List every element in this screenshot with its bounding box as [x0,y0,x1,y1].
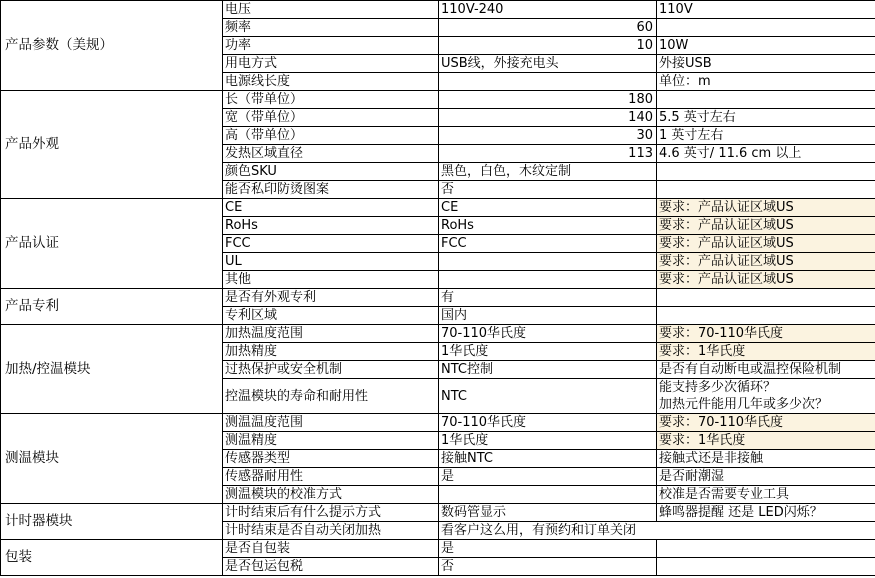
item-value: RoHs [439,217,657,235]
item-label: 宽（带单位） [223,109,439,127]
requirement-line: 能支持多少次循环？ [659,380,777,395]
item-requirement: 要求：70-110华氏度 [657,325,875,343]
item-requirement: 10W [657,37,875,55]
item-requirement [657,181,875,199]
item-value: 否 [439,558,657,576]
item-value: 黑色，白色，木纹定制 [439,163,657,181]
item-label: 计时结束后有什么提示方式 [223,504,439,522]
item-value: 110V-240 [439,1,657,19]
item-value: 70-110华氏度 [439,414,657,432]
section-category: 计时器模块 [1,504,223,540]
item-value: 是 [439,540,657,558]
item-label: 高（带单位） [223,127,439,145]
item-requirement: 要求：1华氏度 [657,343,875,361]
item-requirement [657,19,875,37]
item-value: 60 [439,19,657,37]
item-requirement: 要求：1华氏度 [657,432,875,450]
section-category: 产品外观 [1,91,223,199]
item-value [439,271,657,289]
item-value: NTC控制 [439,361,657,379]
section-category: 包装 [1,540,223,576]
table-row [1,414,875,432]
item-label: 加热温度范围 [223,325,439,343]
item-requirement: 校准是否需要专业工具 [657,486,875,504]
item-requirement [657,163,875,181]
item-requirement [657,289,875,307]
item-requirement: 要求：产品认证区域US [657,271,875,289]
item-label: 计时结束是否自动关闭加热 [223,522,439,540]
table-row [1,1,875,19]
item-requirement [657,540,875,558]
item-requirement: 要求：产品认证区域US [657,253,875,271]
item-label: 颜色SKU [223,163,439,181]
item-label: 是否有外观专利 [223,289,439,307]
requirement-line: 加热元件能用几年或多少次？ [659,397,829,412]
item-value: 180 [439,91,657,109]
item-value: USB线，外接充电头 [439,55,657,73]
item-label: RoHs [223,217,439,235]
item-label: 测温模块的校准方式 [223,486,439,504]
item-value: 数码管显示 [439,504,657,522]
item-requirement: 要求：产品认证区域US [657,235,875,253]
item-requirement: 4.6 英寸/ 11.6 cm 以上 [657,145,875,163]
section-category: 产品参数（美规） [1,1,223,91]
item-label: 功率 [223,37,439,55]
item-label: 长（带单位） [223,91,439,109]
item-label: 用电方式 [223,55,439,73]
item-label: 传感器类型 [223,450,439,468]
item-label: 传感器耐用性 [223,468,439,486]
item-value: 接触NTC [439,450,657,468]
item-requirement: 是否有自动断电或温控保险机制 [657,361,875,379]
item-requirement: 外接USB [657,55,875,73]
item-label: 发热区域直径 [223,145,439,163]
item-value: 30 [439,127,657,145]
item-label: 专利区域 [223,307,439,325]
item-value: 140 [439,109,657,127]
item-label: UL [223,253,439,271]
item-requirement: 要求：产品认证区域US [657,199,875,217]
table-row [1,199,875,217]
item-requirement: 是否耐潮湿 [657,468,875,486]
item-requirement: 单位：m [657,73,875,91]
item-value: NTC [439,379,657,414]
item-label: 电压 [223,1,439,19]
item-value [439,253,657,271]
item-requirement [657,307,875,325]
item-value [439,486,657,504]
item-requirement: 1 英寸左右 [657,127,875,145]
section-category: 产品认证 [1,199,223,289]
item-value: 1华氏度 [439,432,657,450]
item-value: 1华氏度 [439,343,657,361]
item-requirement: 接触式还是非接触 [657,450,875,468]
table-row [1,289,875,307]
table-row [1,91,875,109]
item-requirement: 110V [657,1,875,19]
item-label: 测温温度范围 [223,414,439,432]
item-value: 国内 [439,307,657,325]
item-value: FCC [439,235,657,253]
section-category: 产品专利 [1,289,223,325]
item-value: CE [439,199,657,217]
item-label: CE [223,199,439,217]
item-label: 其他 [223,271,439,289]
item-label: 加热精度 [223,343,439,361]
table-row [1,504,875,522]
item-label: 是否包运包税 [223,558,439,576]
item-value: 10 [439,37,657,55]
item-label: 能否私印防烫图案 [223,181,439,199]
item-label: 过热保护或安全机制 [223,361,439,379]
table-row [1,540,875,558]
section-category: 加热/控温模块 [1,325,223,414]
item-label: 测温精度 [223,432,439,450]
item-value [439,73,657,91]
item-requirement [657,91,875,109]
item-requirement [657,558,875,576]
item-value: 是 [439,468,657,486]
item-requirement: 要求：产品认证区域US [657,217,875,235]
item-requirement: 要求：70-110华氏度 [657,414,875,432]
item-value: 看客户这么用，有预约和订单关闭 [439,522,875,540]
item-label: FCC [223,235,439,253]
item-label: 是否自包装 [223,540,439,558]
item-label: 电源线长度 [223,73,439,91]
item-value: 113 [439,145,657,163]
item-requirement [657,379,875,414]
item-label: 频率 [223,19,439,37]
item-value: 70-110华氏度 [439,325,657,343]
item-label: 控温模块的寿命和耐用性 [223,379,439,414]
item-value: 有 [439,289,657,307]
item-value: 否 [439,181,657,199]
section-category: 测温模块 [1,414,223,504]
item-requirement: 蜂鸣器提醒 还是 LED闪烁？ [657,504,875,522]
item-requirement: 5.5 英寸左右 [657,109,875,127]
table-row [1,325,875,343]
